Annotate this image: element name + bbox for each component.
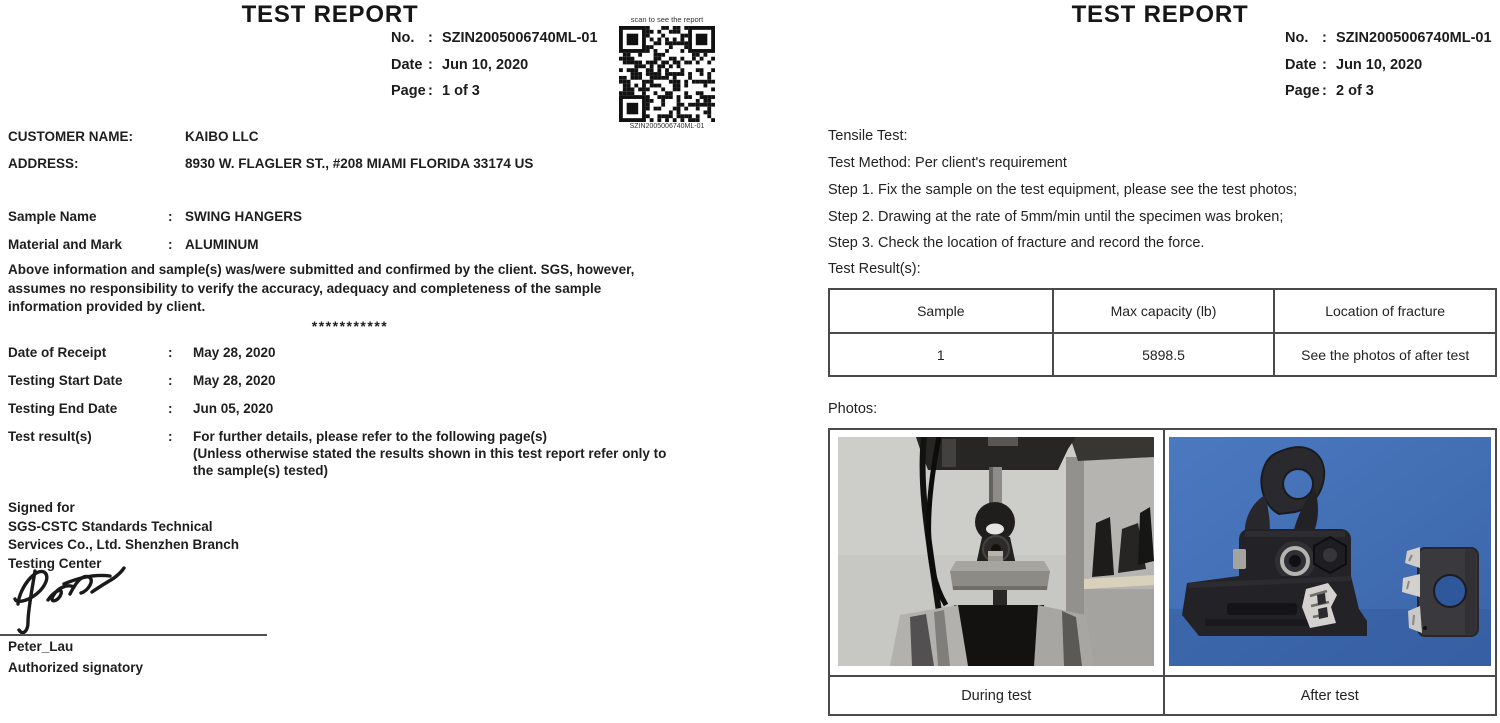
- signer-name: Peter_Lau: [8, 639, 74, 654]
- date-of-receipt-colon: :: [168, 345, 173, 360]
- page-label: Page: [391, 83, 426, 99]
- date-of-receipt-label: Date of Receipt: [8, 345, 107, 360]
- date-colon: :: [428, 56, 433, 73]
- testing-start-value: May 28, 2020: [193, 373, 276, 388]
- result-table: [828, 288, 1497, 377]
- report-no-value: SZIN2005006740ML-01: [442, 30, 598, 46]
- report-no-row: [391, 30, 598, 46]
- photos-heading: Photos:: [828, 401, 878, 417]
- after-test-photo: [1169, 437, 1491, 666]
- result-table-header-fracture: Location of fracture: [1273, 290, 1495, 332]
- test-result-colon: :: [168, 429, 173, 444]
- signed-for-line: Signed for: [8, 500, 75, 515]
- signer-title: Authorized signatory: [8, 660, 144, 675]
- test-results-heading: Test Result(s):: [828, 261, 921, 277]
- testing-start-row: [8, 372, 276, 389]
- address-row: [8, 155, 533, 172]
- tensile-test-heading: Tensile Test:: [828, 128, 908, 144]
- result-cell-capacity: 5898.5: [1052, 332, 1274, 375]
- result-cell-sample: 1: [830, 332, 1052, 375]
- testing-end-colon: :: [168, 401, 173, 416]
- report-page-value: 2 of 3: [1336, 83, 1374, 99]
- customer-name-label: CUSTOMER NAME:: [8, 129, 134, 144]
- report-page-value: 1 of 3: [442, 83, 480, 99]
- report-page-2: [750, 0, 1500, 723]
- address-value: 8930 W. FLAGLER ST., #208 MIAMI FLORIDA 33174 US: [185, 156, 534, 171]
- sample-name-label: Sample Name: [8, 209, 97, 224]
- report-date-value: Jun 10, 2020: [1336, 56, 1423, 73]
- org-line-1: SGS-CSTC Standards Technical: [8, 518, 213, 534]
- report-date-row: [391, 57, 598, 73]
- sample-name-colon: :: [168, 209, 173, 224]
- test-result-line-3: the sample(s) tested): [193, 463, 329, 478]
- org-line-3: Testing Center: [8, 555, 102, 571]
- step-2-line: Step 2. Drawing at the rate of 5mm/min until the specimen was broken;: [828, 209, 1284, 225]
- test-result-value: [185, 428, 666, 479]
- separator-stars: ***********: [311, 318, 389, 334]
- sample-name-value: SWING HANGERS: [185, 209, 303, 224]
- photos-table: [828, 428, 1497, 716]
- broken-plate-part: [1402, 547, 1478, 636]
- date-label: Date: [1285, 56, 1317, 73]
- date-of-receipt-value: May 28, 2020: [193, 345, 276, 360]
- report-meta-block: [1285, 30, 1492, 110]
- no-colon: :: [428, 30, 433, 46]
- report-page-row: [1285, 83, 1492, 99]
- frame-top-bar: [1070, 437, 1154, 461]
- date-of-receipt-row: [8, 344, 276, 361]
- qr-caption-bottom: SZIN2005006740ML-01: [629, 123, 705, 130]
- report-no-row: [1285, 30, 1492, 46]
- qr-caption-top: scan to see the report: [630, 15, 704, 24]
- during-test-caption: During test: [830, 675, 1163, 714]
- org-line-2: Services Co., Ltd. Shenzhen Branch: [8, 537, 240, 552]
- during-test-photo-cell: [830, 430, 1163, 675]
- qr-block: [612, 15, 722, 131]
- testing-start-label: Testing Start Date: [8, 373, 123, 388]
- testing-end-label: Testing End Date: [8, 401, 118, 416]
- report-no-value: SZIN2005006740ML-01: [1336, 30, 1492, 46]
- customer-name-row: [8, 128, 259, 145]
- result-table-header-sample: Sample: [917, 303, 965, 319]
- qr-code-icon: [619, 26, 715, 122]
- test-method-line: Test Method: Per client's requirement: [828, 155, 1067, 171]
- material-value: ALUMINUM: [185, 237, 259, 252]
- result-cell-fracture: See the photos of after test: [1273, 332, 1495, 375]
- testing-start-colon: :: [168, 373, 173, 388]
- date-colon: :: [1322, 56, 1327, 73]
- material-colon: :: [168, 237, 173, 252]
- page-colon: :: [1322, 83, 1327, 99]
- no-label: No.: [1285, 30, 1309, 46]
- disclaimer-paragraph: [8, 261, 688, 317]
- disclaimer-line-2: assumes no responsibility to verify the accuracy, adequacy and completeness of the sample: [8, 280, 602, 296]
- handwritten-signature-icon: [2, 558, 142, 638]
- page-title: TEST REPORT: [241, 1, 419, 28]
- report-page-row: [391, 83, 598, 99]
- report-date-value: Jun 10, 2020: [442, 56, 529, 73]
- material-row: [8, 236, 259, 253]
- no-label: No.: [391, 30, 415, 46]
- disclaimer-line-3: information provided by client.: [8, 299, 206, 314]
- test-result-line-2: (Unless otherwise stated the results shown in this test report refer only to: [193, 446, 667, 461]
- date-label: Date: [391, 56, 423, 73]
- page-label: Page: [1285, 83, 1320, 99]
- step-1-line: Step 1. Fix the sample on the test equipment, please see the test photos;: [828, 182, 1298, 198]
- address-label: ADDRESS:: [8, 156, 79, 171]
- page-colon: :: [428, 83, 433, 99]
- test-result-line-1: For further details, please refer to the following page(s): [193, 429, 548, 444]
- test-result-label: Test result(s): [8, 429, 92, 444]
- step-3-line: Step 3. Check the location of fracture and record the force.: [828, 235, 1205, 251]
- no-colon: :: [1322, 30, 1327, 46]
- signature-rule: [0, 634, 267, 636]
- material-label: Material and Mark: [8, 237, 123, 252]
- after-test-photo-cell: [1163, 430, 1496, 675]
- after-test-caption: After test: [1163, 675, 1496, 714]
- disclaimer-line-1: Above information and sample(s) was/were submitted and confirmed by the client. SGS, however,: [8, 262, 635, 277]
- testing-end-value: Jun 05, 2020: [193, 401, 274, 416]
- result-table-header-capacity: Max capacity (lb): [1052, 290, 1274, 332]
- sample-plate: [950, 561, 1050, 571]
- report-date-row: [1285, 57, 1492, 73]
- during-test-photo: [838, 437, 1154, 666]
- report-meta-block: [391, 30, 598, 110]
- test-result-row: [8, 428, 666, 479]
- sample-name-row: [8, 208, 302, 225]
- customer-name-value: KAIBO LLC: [185, 129, 259, 144]
- plate-hole: [1434, 575, 1466, 607]
- testing-end-row: [8, 400, 273, 417]
- page-title: TEST REPORT: [1071, 1, 1249, 28]
